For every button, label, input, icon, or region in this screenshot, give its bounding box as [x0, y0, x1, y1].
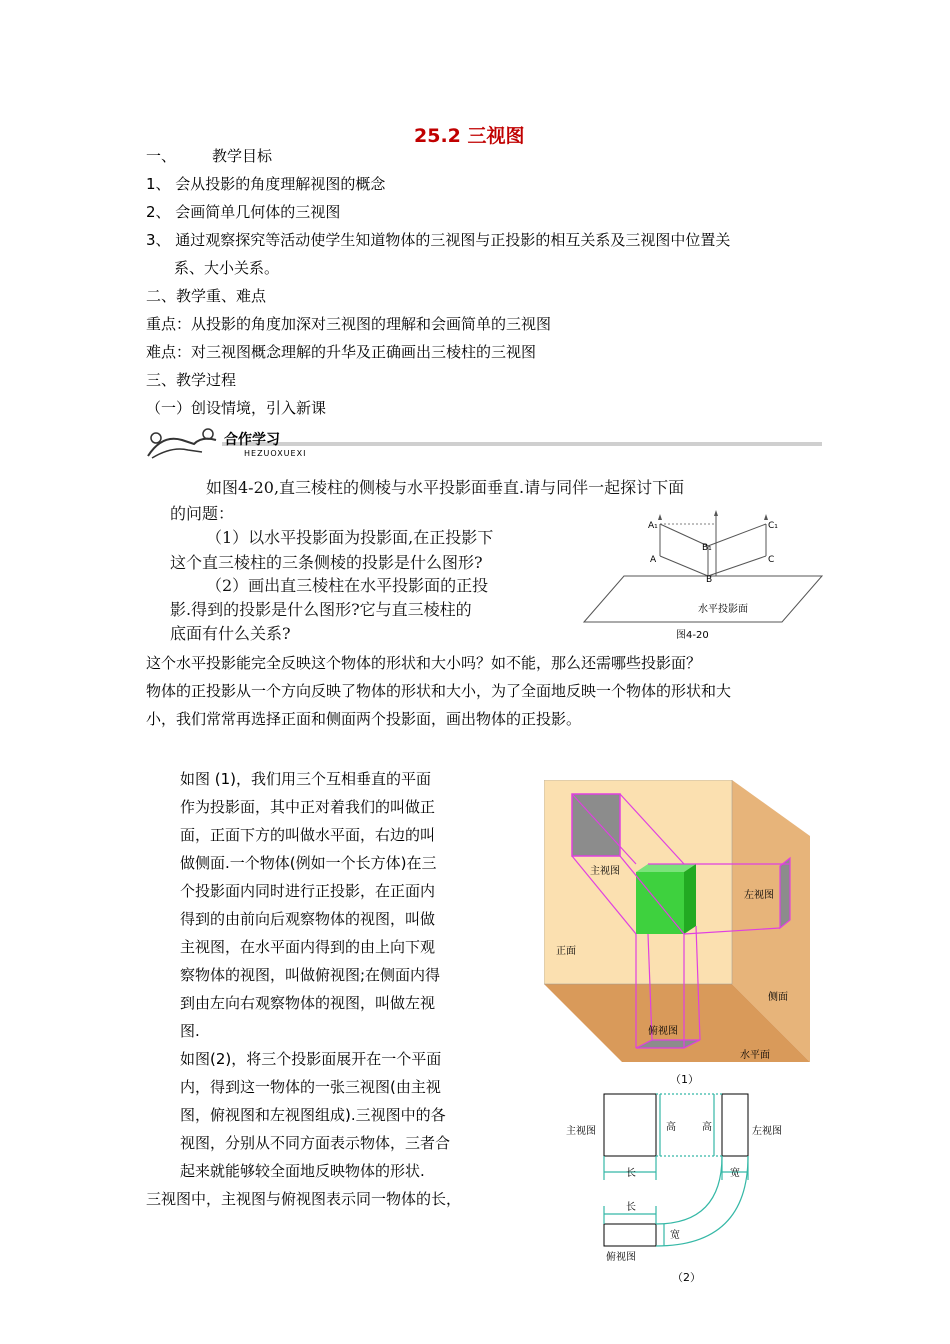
figure-2-three-views [560, 1090, 820, 1265]
page-title: 25.2 三视图 [414, 125, 525, 147]
fig2-width-label-1: 宽 [730, 1168, 740, 1179]
section-number-1: 一、 [146, 147, 177, 165]
fig1-front-label: 正面 [556, 946, 576, 957]
fig2-length-label-1: 长 [626, 1168, 636, 1179]
label-B1: B₁ [702, 543, 712, 553]
problem-line-3: （1）以水平投影面为投影面,在正投影下 [206, 528, 494, 547]
paragraph-3-line-5: 个投影面内同时进行正投影，在正面内 [180, 882, 436, 900]
label-A: A [650, 555, 657, 565]
banner-bar [222, 442, 822, 446]
goal-1: 1、 会从投影的角度理解视图的概念 [146, 175, 386, 193]
fig2-height-label-1: 高 [666, 1122, 676, 1133]
fig2-front-view-label: 主视图 [566, 1126, 596, 1137]
paragraph-3-line-8: 察物体的视图，叫做俯视图;在侧面内得 [180, 966, 441, 984]
fig2-height-label-2: 高 [702, 1122, 712, 1133]
paragraph-3-line-9: 到由左向右观察物体的视图，叫做左视 [180, 994, 436, 1012]
paragraph-5: 三视图中，主视图与俯视图表示同一物体的长， [146, 1190, 462, 1208]
fig1-front-view-label: 主视图 [590, 866, 620, 877]
handshake-icon [148, 429, 216, 458]
label-B: B [706, 575, 713, 585]
paragraph-3-line-10: 图. [180, 1022, 200, 1040]
fig1-horizontal-label: 水平面 [740, 1050, 770, 1061]
label-C1: C₁ [768, 521, 778, 531]
coop-pinyin: HEZUOXUEXI [244, 449, 307, 458]
paragraph-3-line-6: 得到的由前向后观察物体的视图，叫做 [180, 910, 436, 928]
fig1-side-label: 侧面 [768, 992, 788, 1003]
label-C: C [768, 555, 775, 565]
section-2: 二、教学重、难点 [146, 287, 267, 305]
label-A1: A₁ [648, 521, 658, 531]
paragraph-3-line-2: 作为投影面，其中正对着我们的叫做正 [180, 798, 436, 816]
paragraph-3-line-3: 面，正面下方的叫做水平面，右边的叫 [180, 826, 436, 844]
fig2-top-view-label: 俯视图 [606, 1252, 636, 1263]
fig1-caption: （1） [670, 1073, 699, 1086]
problem-line-5: （2）画出直三棱柱在水平投影面的正投 [206, 576, 489, 595]
paragraph-2-line-2: 小，我们常常再选择正面和侧面两个投影面，画出物体的正投影。 [146, 710, 582, 728]
figure-caption-4-20: 图4-20 [676, 630, 709, 641]
fig2-caption: （2） [672, 1271, 701, 1284]
plane-label: 水平投影面 [698, 604, 748, 615]
fig2-left-view-label: 左视图 [752, 1126, 782, 1137]
paragraph-1: 这个水平投影能完全反映这个物体的形状和大小吗？如不能，那么还需哪些投影面？ [146, 654, 702, 672]
difficult-point: 难点：对三视图概念理解的升华及正确画出三棱柱的三视图 [146, 343, 537, 361]
problem-line-6: 影.得到的投影是什么图形?它与直三棱柱的 [170, 600, 472, 619]
paragraph-3-line-7: 主视图，在水平面内得到的由上向下观 [180, 938, 436, 956]
figure-1-projection-box [544, 780, 814, 1065]
paragraph-4-line-2: 内，得到这一物体的一张三视图(由主视 [180, 1078, 441, 1096]
goal-3: 3、 通过观察探究等活动使学生知道物体的三视图与正投影的相互关系及三视图中位置关 [146, 231, 731, 249]
goal-2: 2、 会画简单几何体的三视图 [146, 203, 341, 221]
paragraph-4-line-3: 图，俯视图和左视图组成).三视图中的各 [180, 1106, 446, 1124]
problem-line-1: 如图4-20,直三棱柱的侧棱与水平投影面垂直.请与同伴一起探讨下面 [206, 478, 685, 497]
problem-line-2: 的问题： [170, 504, 235, 523]
section-label-1: 教学目标 [212, 147, 273, 165]
section-3: 三、教学过程 [146, 371, 237, 389]
fig2-length-label-2: 长 [626, 1202, 636, 1213]
paragraph-4-line-5: 起来就能够较全面地反映物体的形状. [180, 1162, 425, 1180]
paragraph-2-line-1: 物体的正投影从一个方向反映了物体的形状和大小，为了全面地反映一个物体的形状和大 [146, 682, 732, 700]
fig1-left-view-label: 左视图 [744, 890, 774, 901]
paragraph-3-line-4: 做侧面.一个物体(例如一个长方体)在三 [180, 854, 437, 872]
goal-3-cont: 系、大小关系。 [174, 259, 280, 277]
problem-line-4: 这个直三棱柱的三条侧棱的投影是什么图形? [170, 553, 483, 572]
subsection-1: （一）创设情境，引入新课 [146, 399, 327, 417]
key-point: 重点：从投影的角度加深对三视图的理解和会画简单的三视图 [146, 315, 552, 333]
paragraph-3-line-1: 如图 (1)，我们用三个互相垂直的平面 [180, 770, 432, 788]
coop-title: 合作学习 [224, 432, 280, 448]
fig1-top-view-label: 俯视图 [648, 1026, 678, 1037]
fig2-width-label-2: 宽 [670, 1230, 680, 1241]
paragraph-4-line-1: 如图(2)，将三个投影面展开在一个平面 [180, 1050, 442, 1068]
paragraph-4-line-4: 视图，分别从不同方面表示物体，三者合 [180, 1134, 451, 1152]
problem-line-7: 底面有什么关系? [170, 624, 291, 643]
